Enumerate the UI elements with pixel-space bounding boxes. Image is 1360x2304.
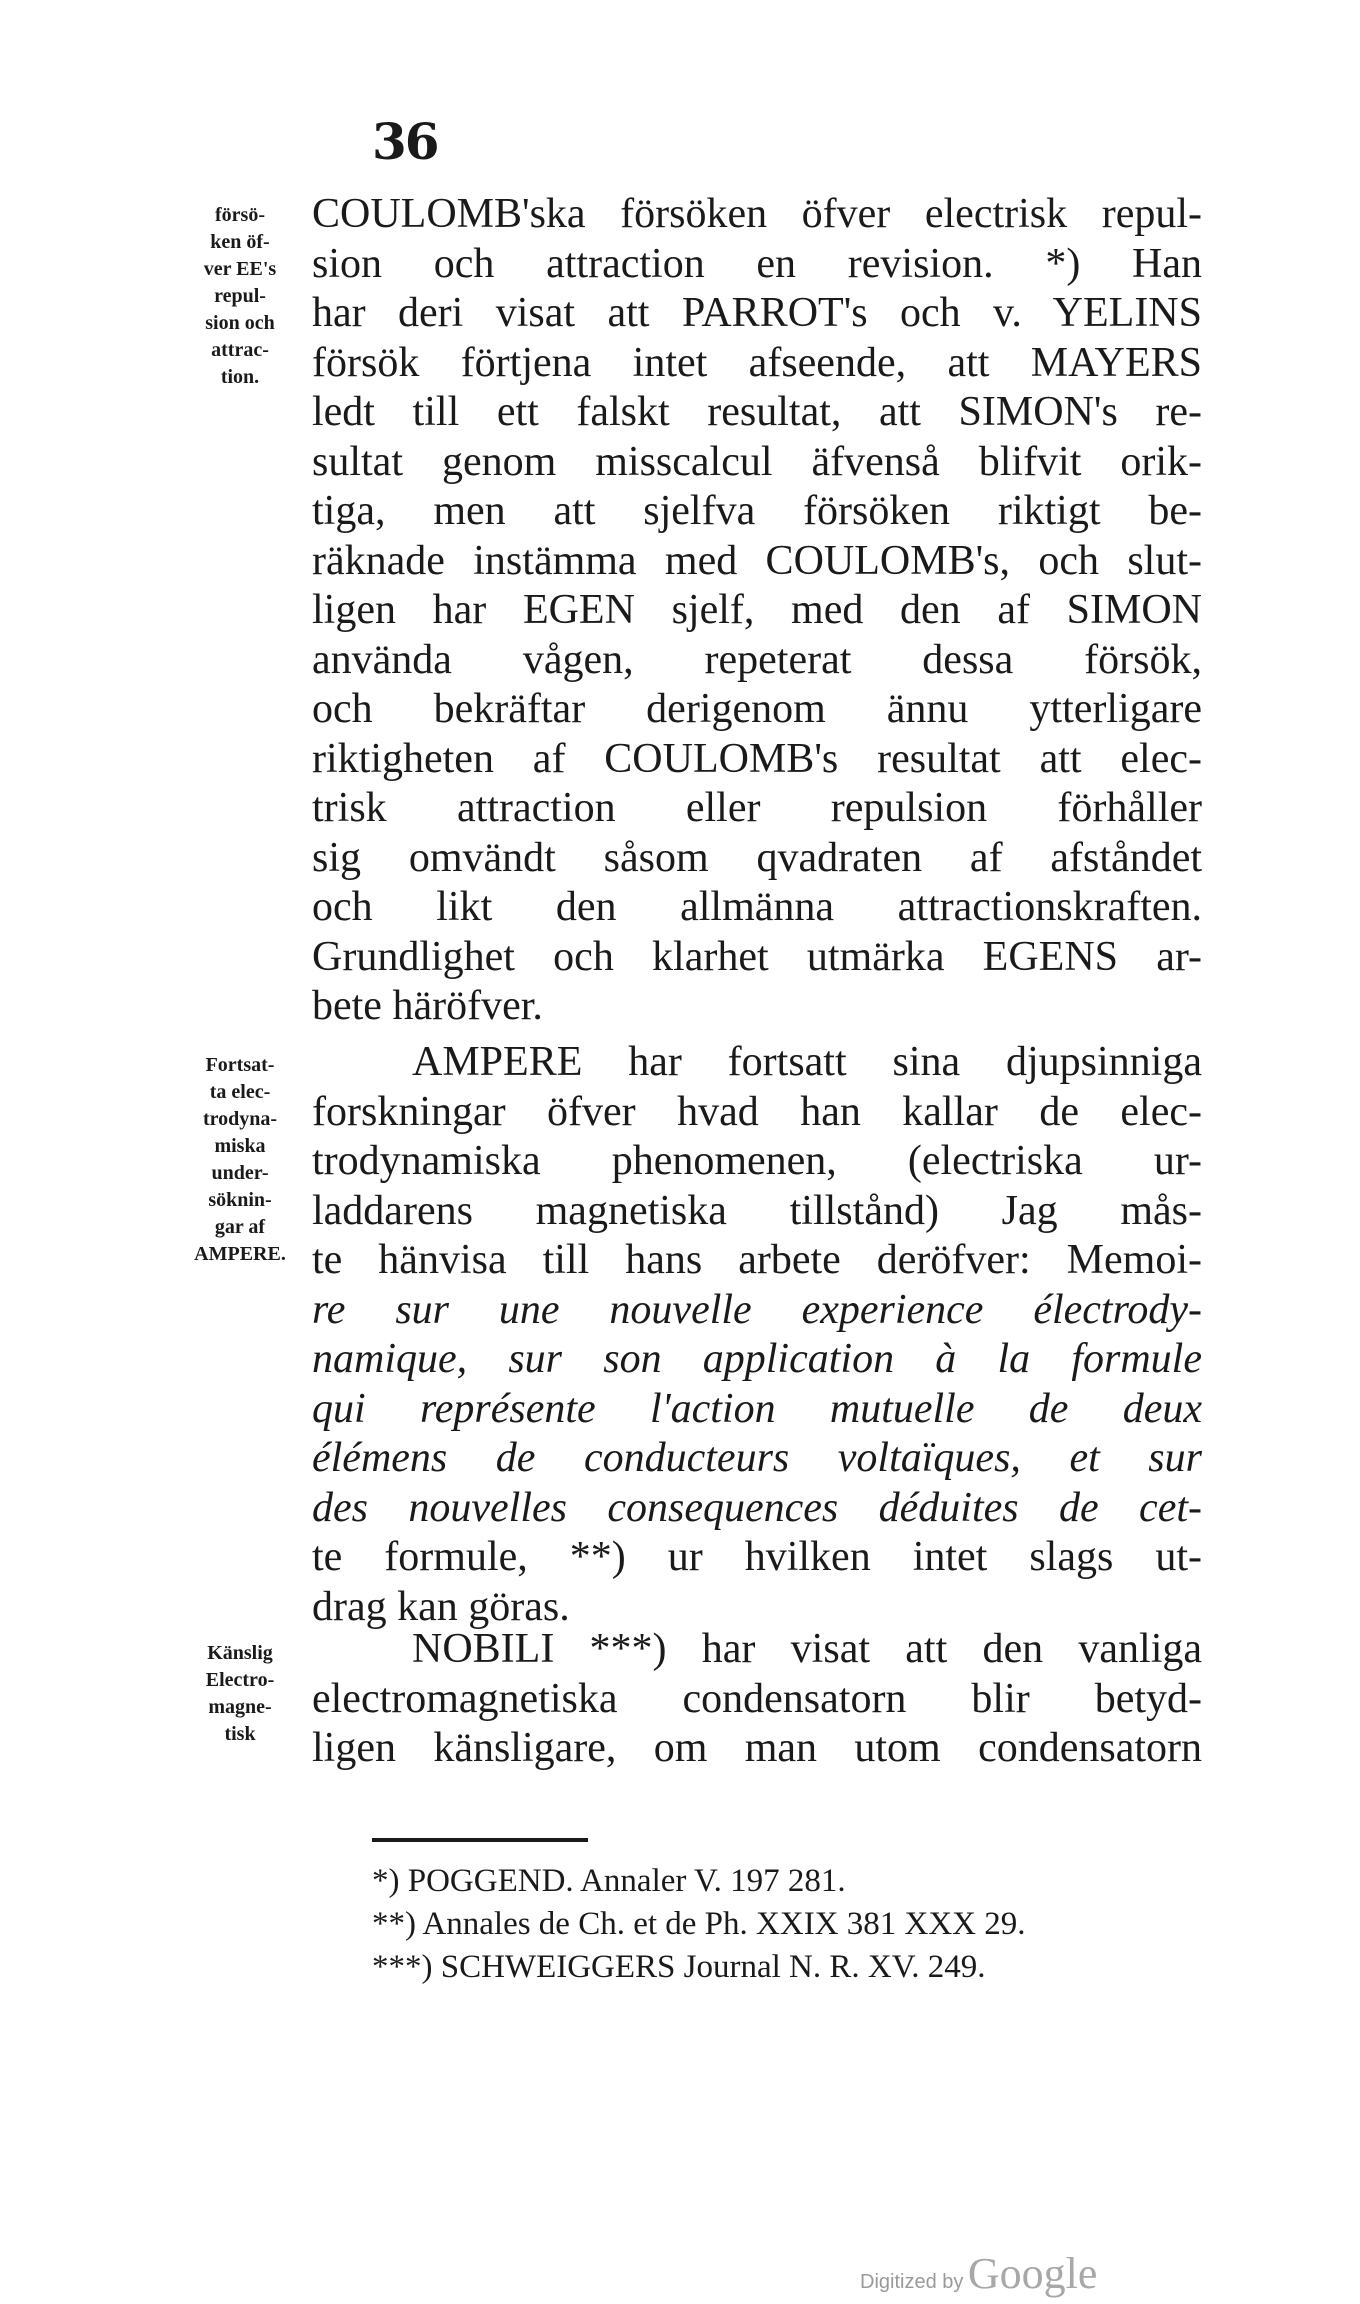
digitized-watermark: [860, 2248, 1097, 2299]
margin-note-line: trodyna-: [202, 1108, 278, 1130]
margin-note-line: under-: [211, 1162, 269, 1184]
margin-note-line: söknin-: [208, 1189, 272, 1211]
text-line: COULOMB'ska försöken öfver electrisk repul-: [312, 191, 1202, 237]
text-line: namique, sur son application à la formule: [312, 1336, 1202, 1382]
margin-note-line: Fortsat-: [205, 1054, 275, 1076]
text-line: re sur une nouvelle experience électrody-: [312, 1286, 1202, 1333]
margin-note-ampere: [170, 1052, 310, 1268]
footnotes: [372, 1860, 1192, 1989]
paragraph-coulomb: [312, 190, 1202, 1032]
paragraph-ampere: [312, 1038, 1202, 1632]
margin-note-line: Känslig: [207, 1642, 273, 1664]
text-line: electromagnetiska condensatorn blir betyd-: [312, 1675, 1202, 1722]
margin-note-coulomb: [170, 202, 310, 391]
text-line: har deri visat att PARROT's och v. YELINS: [312, 290, 1202, 336]
margin-note-line: försö-: [215, 204, 265, 226]
margin-note-line: tion.: [220, 366, 260, 388]
text-line: och bekräftar derigenom ännu ytterligare: [312, 686, 1202, 732]
text-line: forskningar öfver hvad han kallar de elec-: [312, 1088, 1202, 1135]
text-line: använda vågen, repeterat dessa försök,: [312, 636, 1202, 683]
text-line: Grundlighet och klarhet utmärka EGENS ar-: [312, 933, 1202, 980]
text-line: trisk attraction eller repulsion förhåller: [312, 785, 1202, 831]
text-line: AMPERE har fortsatt sina djupsinniga: [412, 1039, 1202, 1085]
margin-note-line: Electro-: [205, 1669, 275, 1691]
text-line: te hänvisa till hans arbete deröfver: Memoi-: [312, 1237, 1202, 1283]
margin-note-line: tisk: [224, 1723, 256, 1745]
text-line: sig omvändt såsom qvadraten af afståndet: [312, 834, 1202, 881]
margin-note-nobili: [170, 1640, 310, 1748]
text-line: tiga, men att sjelfva försöken riktigt be-: [312, 488, 1202, 534]
text-line: ligen känsligare, om man utom condensatorn: [312, 1725, 1202, 1771]
text-line: räknade instämma med COULOMB's, och slut-: [312, 537, 1202, 584]
footnote: ***) SCHWEIGGERS Journal N. R. XV. 249.: [372, 1949, 986, 1985]
text-line: bete häröfver.: [312, 983, 543, 1029]
margin-note-line: AMPERE.: [194, 1243, 286, 1265]
margin-note-line: miska: [214, 1135, 266, 1157]
page-number: 36: [372, 112, 438, 171]
text-line: ligen har EGEN sjelf, med den af SIMON: [312, 587, 1202, 633]
text-line: NOBILI ***) har visat att den vanliga: [412, 1626, 1202, 1672]
footnote: *) POGGEND. Annaler V. 197 281.: [372, 1863, 846, 1899]
text-line: te formule, **) ur hvilken intet slags ut-: [312, 1534, 1202, 1580]
text-line: och likt den allmänna attractionskraften.: [312, 884, 1202, 930]
text-line: sultat genom misscalcul äfvenså blifvit orik-: [312, 438, 1202, 485]
watermark-prefix: Digitized by: [860, 2271, 964, 2293]
google-logo: Google: [967, 2249, 1098, 2298]
margin-note-line: sion och: [205, 312, 275, 334]
text-line: élémens de conducteurs voltaïques, et sur: [312, 1435, 1202, 1481]
text-line: qui représente l'action mutuelle de deux: [312, 1385, 1202, 1432]
text-line: riktigheten af COULOMB's resultat att elec-: [312, 735, 1202, 782]
text-line: ledt till ett falskt resultat, att SIMON's re-: [312, 389, 1202, 435]
margin-note-line: gar af: [214, 1216, 266, 1238]
paragraph-nobili: [312, 1625, 1202, 1774]
margin-note-line: ta elec-: [209, 1081, 271, 1103]
text-line: drag kan göras.: [312, 1583, 570, 1630]
margin-note-line: magne-: [208, 1696, 272, 1718]
footnote-divider: [372, 1838, 588, 1842]
margin-note-line: ver EE's: [203, 258, 277, 280]
margin-note-line: attrac-: [211, 339, 269, 361]
text-line: laddarens magnetiska tillstånd) Jag mås-: [312, 1187, 1202, 1234]
margin-note-line: repul-: [214, 285, 266, 307]
text-line: sion och attraction en revision. *) Han: [312, 240, 1202, 287]
footnote: **) Annales de Ch. et de Ph. XXIX 381 XXX 29.: [372, 1906, 1026, 1942]
text-line: försök förtjena intet afseende, att MAYERS: [312, 339, 1202, 386]
text-line: des nouvelles consequences déduites de cet-: [312, 1484, 1202, 1531]
margin-note-line: ken öf-: [210, 231, 270, 253]
text-line: trodynamiska phenomenen, (electriska ur-: [312, 1138, 1202, 1184]
